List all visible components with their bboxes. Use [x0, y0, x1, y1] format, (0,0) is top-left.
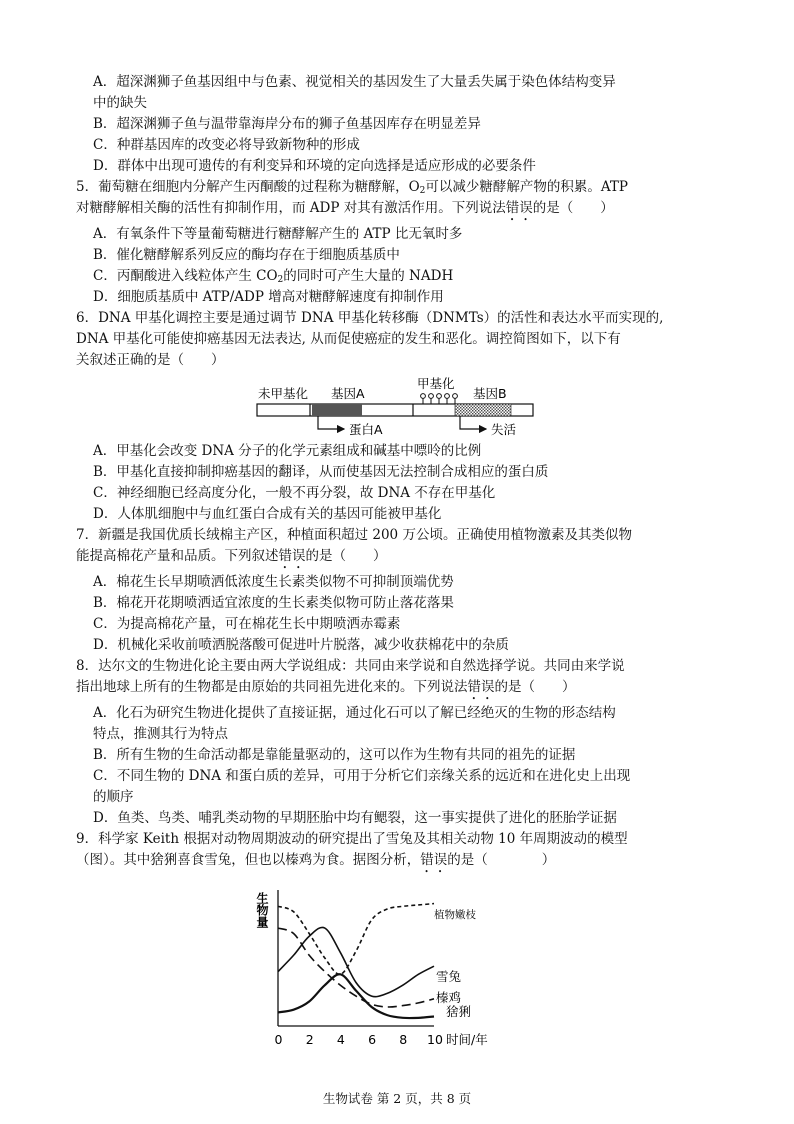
x-tick-label: 0 [274, 1032, 283, 1047]
dna-methylation-diagram [76, 371, 726, 441]
population-cycle-chart [76, 876, 726, 1066]
q8-option-b: B．所有生物的生命活动都是靠能量驱动的，这可以作为生物有共同的祖先的证据 [93, 747, 576, 763]
q4-option-a-cont: 中的缺失 [93, 95, 147, 111]
x-axis-label: 时间/年 [446, 1032, 488, 1047]
q6-option-b: B．甲基化直接抑制抑癌基因的翻译，从而使基因无法控制合成相应的蛋白质 [93, 464, 549, 480]
q4-option-a: A．超深渊狮子鱼基因组中与色素、视觉相关的基因发生了大量丢失属于染色体结构变异 [93, 74, 616, 90]
population-cycle-svg [76, 876, 726, 1066]
series-snowshoe-hare [278, 927, 434, 996]
methyl-groups [421, 394, 458, 404]
dna-methylation-svg [76, 371, 726, 441]
q5-option-b: B．催化糖酵解系列反应的酶均存在于细胞质基质中 [93, 247, 400, 263]
q8-option-c-cont: 的顺序 [93, 789, 134, 805]
label-gene-b: 基因B [473, 386, 507, 401]
x-tick-label: 2 [305, 1032, 314, 1047]
x-tick-label: 4 [336, 1032, 345, 1047]
label-protein-a: 蛋白A [349, 422, 383, 437]
label-unmethylated: 未甲基化 [258, 386, 309, 401]
series-grouse [278, 928, 434, 1007]
series-plant-shoots [278, 904, 434, 975]
q8-option-a-cont: 特点，推测其行为特点 [93, 726, 228, 742]
q8-stem-line2: 指出地球上所有的生物都是由原始的共同祖先进化来的。下列说法错误的是（ ） [76, 679, 576, 695]
q7-option-a: A．棉花生长早期喷洒低浓度生长素类似物不可抑制顶端优势 [93, 574, 454, 590]
q5-stem-line1: 5．葡萄糖在细胞内分解产生丙酮酸的过程称为糖酵解，$O_2$可以减少糖酵解产物的积累。ATP [76, 179, 628, 196]
q7-option-b: B．棉花开花期喷洒适宜浓度的生长素类似物可防止落花落果 [93, 595, 454, 611]
x-tick-label: 8 [399, 1032, 408, 1047]
gene-a-block [312, 404, 362, 416]
q6-stem-line2: DNA 甲基化可能使抑癌基因无法表达, 从而促使癌症的发生和恶化。调控简图如下，以下有 [76, 331, 621, 347]
arrow-to-inactive [460, 416, 486, 429]
label-snowshoe-hare: 雪兔 [436, 969, 462, 984]
q6-stem-line3: 关叙述正确的是（ ） [76, 352, 225, 368]
arrow-to-protein-a [318, 416, 344, 429]
q6-option-c: C．神经细胞已经高度分化，一般不再分裂，故 DNA 不存在甲基化 [93, 485, 496, 501]
q5-option-d: D．细胞质基质中 ATP/ADP 增高对糖酵解速度有抑制作用 [93, 289, 444, 305]
gene-b-block [455, 404, 511, 416]
q5-option-a: A．有氧条件下等量葡萄糖进行糖酵解产生的 ATP 比无氧时多 [93, 226, 463, 242]
q5-stem-line2: 对糖酵解相关酶的活性有抑制作用，而 ADP 对其有激活作用。下列说法错误的是（ ） [76, 200, 614, 216]
q6-option-d: D．人体肌细胞中与血红蛋白合成有关的基因可能被甲基化 [93, 506, 442, 522]
x-tick-label: 10 [427, 1032, 443, 1047]
label-inactive: 失活 [491, 422, 517, 437]
q4-option-d: D．群体中出现可遗传的有利变异和环境的定向选择是适应形成的必要条件 [93, 158, 536, 174]
q5-option-c: C．丙酮酸进入线粒体产生 $CO_2$的同时可产生大量的 NADH [93, 268, 454, 285]
q7-stem-line2: 能提高棉花产量和品质。下列叙述错误的是（ ） [76, 548, 387, 564]
q6-stem-line1: 6．DNA 甲基化调控主要是通过调节 DNA 甲基化转移酶（DNMTs）的活性和表达水平而实现的, [76, 310, 664, 326]
q9-stem-line1: 9．科学家 Keith 根据对动物周期波动的研究提出了雪兔及其相关动物 10 年周期波动的模型 [76, 831, 628, 847]
q7-option-d: D．机械化采收前喷洒脱落酸可促进叶片脱落，减少收获棉花中的杂质 [93, 637, 509, 653]
x-tick-label: 6 [368, 1032, 377, 1047]
exam-page [76, 72, 726, 1066]
label-lynx: 猞猁 [446, 1004, 472, 1019]
q8-stem-line1: 8．达尔文的生物进化论主要由两大学说组成：共同由来学说和自然选择学说。共同由来学说 [76, 658, 625, 674]
q8-option-c: C．不同生物的 DNA 和蛋白质的差异，可用于分析它们亲缘关系的远近和在进化史上出现 [93, 768, 631, 784]
q7-stem-line1: 7．新疆是我国优质长绒棉主产区，种植面积超过 200 万公顷。正确使用植物激素及其类似物 [76, 527, 632, 543]
q8-option-a: A．化石为研究生物进化提供了直接证据，通过化石可以了解已经绝灭的生物的形态结构 [93, 705, 616, 721]
page-footer: 生物试卷 第 2 页，共 8 页 [322, 1091, 472, 1106]
label-grouse: 榛鸡 [436, 990, 462, 1005]
label-methylated: 甲基化 [417, 376, 455, 391]
label-gene-a: 基因A [331, 386, 365, 401]
q7-option-c: C．为提高棉花产量，可在棉花生长中期喷洒赤霉素 [93, 616, 401, 632]
label-plant-shoots: 植物嫩枝 [434, 909, 476, 921]
q9-stem-line2: （图）。其中猞猁喜食雪兔，但也以榛鸡为食。据图分析，错误的是（ ） [76, 852, 556, 868]
q8-option-d: D．鱼类、鸟类、哺乳类动物的早期胚胎中均有鳃裂，这一事实提供了进化的胚胎学证据 [93, 810, 617, 826]
q4-option-c: C．种群基因库的改变必将导致新物种的形成 [93, 137, 360, 153]
q6-option-a: A．甲基化会改变 DNA 分子的化学元素组成和碱基中嘌呤的比例 [93, 443, 482, 459]
q4-option-b: B．超深渊狮子鱼与温带靠海岸分布的狮子鱼基因库存在明显差异 [93, 116, 481, 132]
y-axis-label: 生物量 [255, 892, 269, 928]
